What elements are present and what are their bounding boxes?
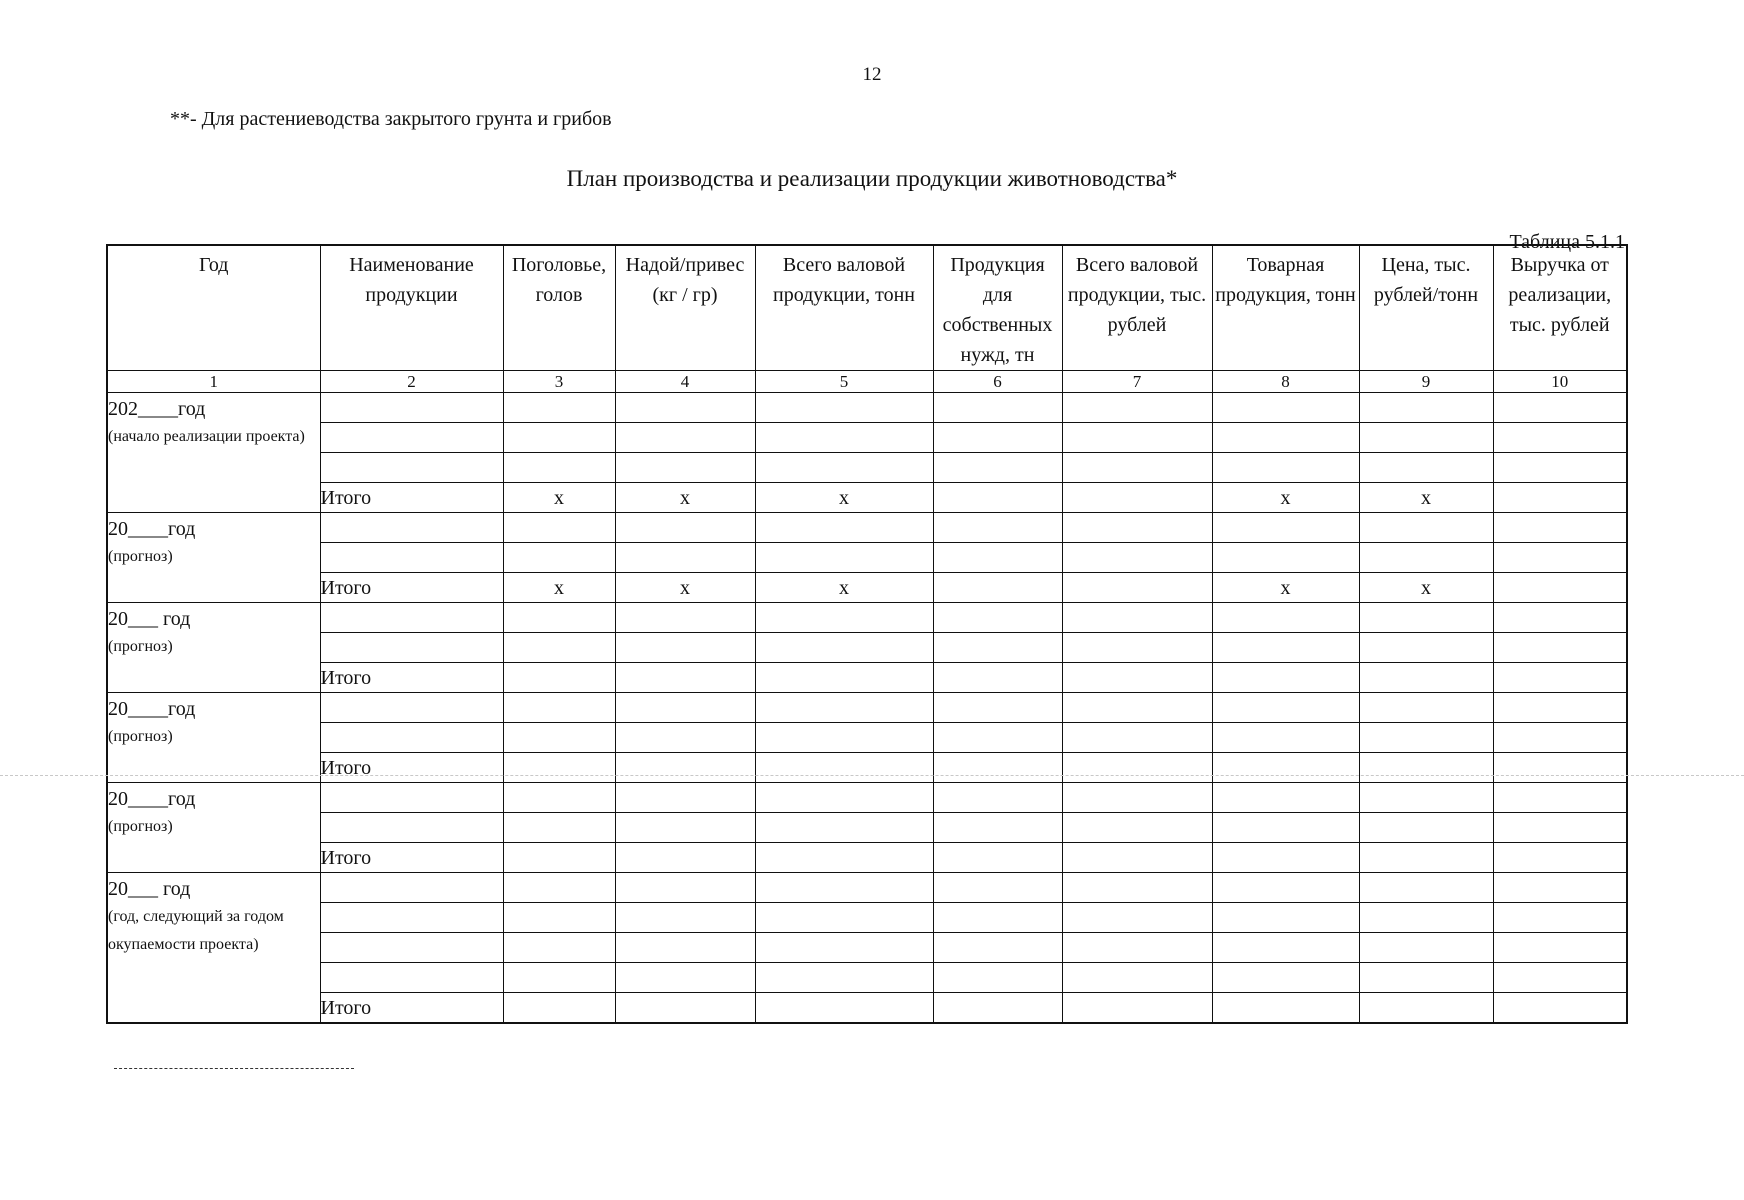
empty-cell [1212, 753, 1359, 783]
document-title: План производства и реализации продукции животноводства* [566, 166, 1178, 191]
column-number: 9 [1359, 371, 1493, 393]
empty-cell [755, 753, 933, 783]
empty-cell [755, 723, 933, 753]
column-number-row [107, 371, 1627, 393]
total-label: Итого [320, 753, 503, 783]
column-number: 6 [933, 371, 1062, 393]
header-revenue: Выручка от реализации, тыс. рублей [1493, 245, 1627, 371]
empty-cell [1062, 423, 1212, 453]
empty-cell [1493, 843, 1627, 873]
empty-cell [615, 423, 755, 453]
empty-cell [320, 873, 503, 903]
empty-cell [615, 543, 755, 573]
year-label: 202____год [108, 398, 206, 420]
table-row [107, 903, 1627, 933]
empty-cell [933, 723, 1062, 753]
empty-cell [933, 813, 1062, 843]
empty-cell [503, 723, 615, 753]
total-label: Итого [320, 843, 503, 873]
empty-cell [320, 453, 503, 483]
empty-cell [1212, 633, 1359, 663]
empty-cell [933, 693, 1062, 723]
year-note: (прогноз) [108, 818, 173, 835]
year-note: (прогноз) [108, 548, 173, 565]
empty-cell [320, 543, 503, 573]
empty-cell [1359, 933, 1493, 963]
table-row [107, 633, 1627, 663]
empty-cell [1062, 603, 1212, 633]
year-label: 20____год [108, 698, 196, 720]
table-row-total [107, 993, 1627, 1024]
year-label: 20___ год [108, 608, 191, 630]
empty-cell [320, 513, 503, 543]
year-note: (прогноз) [108, 728, 173, 745]
empty-cell [1062, 393, 1212, 423]
not-applicable-mark: х [615, 573, 755, 603]
year-label: 20___ год [108, 878, 191, 900]
table-row [107, 723, 1627, 753]
table-row-total [107, 843, 1627, 873]
empty-cell [503, 603, 615, 633]
empty-cell [933, 993, 1062, 1024]
header-gross-tons: Всего валовой продукции, тонн [755, 245, 933, 371]
empty-cell [1212, 393, 1359, 423]
header-price: Цена, тыс. рублей/тонн [1359, 245, 1493, 371]
year-cell [107, 603, 320, 693]
empty-cell [1493, 693, 1627, 723]
total-label: Итого [320, 663, 503, 693]
empty-cell [1493, 453, 1627, 483]
empty-cell [755, 393, 933, 423]
year-label: 20____год [108, 788, 196, 810]
column-number: 2 [320, 371, 503, 393]
table-row [107, 453, 1627, 483]
empty-cell [615, 633, 755, 663]
empty-cell [1359, 723, 1493, 753]
not-applicable-mark: х [755, 483, 933, 513]
empty-cell [1493, 993, 1627, 1024]
empty-cell [320, 423, 503, 453]
empty-cell [1212, 513, 1359, 543]
empty-cell [1493, 483, 1627, 513]
empty-cell [320, 393, 503, 423]
empty-cell [503, 813, 615, 843]
empty-cell [933, 963, 1062, 993]
empty-cell [1493, 393, 1627, 423]
column-number: 8 [1212, 371, 1359, 393]
empty-cell [933, 873, 1062, 903]
year-label: 20____год [108, 518, 196, 540]
empty-cell [933, 513, 1062, 543]
empty-cell [1212, 993, 1359, 1024]
empty-cell [755, 903, 933, 933]
empty-cell [1062, 663, 1212, 693]
total-label: Итого [320, 573, 503, 603]
empty-cell [1062, 753, 1212, 783]
empty-cell [933, 843, 1062, 873]
total-label: Итого [320, 483, 503, 513]
column-number: 3 [503, 371, 615, 393]
empty-cell [1359, 543, 1493, 573]
empty-cell [1212, 453, 1359, 483]
empty-cell [1493, 933, 1627, 963]
empty-cell [1062, 993, 1212, 1024]
empty-cell [1493, 513, 1627, 543]
empty-cell [1493, 423, 1627, 453]
empty-cell [615, 453, 755, 483]
empty-cell [1493, 753, 1627, 783]
not-applicable-mark: х [503, 483, 615, 513]
empty-cell [1493, 963, 1627, 993]
empty-cell [1212, 813, 1359, 843]
table-row [107, 393, 1627, 423]
table-body [107, 393, 1627, 1024]
table-row [107, 813, 1627, 843]
empty-cell [755, 963, 933, 993]
empty-cell [933, 633, 1062, 663]
empty-cell [503, 453, 615, 483]
empty-cell [1212, 873, 1359, 903]
column-number: 5 [755, 371, 933, 393]
empty-cell [503, 993, 615, 1024]
empty-cell [1493, 603, 1627, 633]
empty-cell [1062, 933, 1212, 963]
footnote-top: **- Для растениеводства закрытого грунта и грибов [170, 108, 612, 130]
year-cell [107, 513, 320, 603]
header-own-needs: Продукция для собственных нужд, тн [933, 245, 1062, 371]
empty-cell [1493, 723, 1627, 753]
header-year: Год [107, 245, 320, 371]
empty-cell [1493, 543, 1627, 573]
empty-cell [755, 813, 933, 843]
empty-cell [1062, 543, 1212, 573]
empty-cell [1062, 573, 1212, 603]
empty-cell [615, 813, 755, 843]
empty-cell [933, 453, 1062, 483]
empty-cell [1359, 633, 1493, 663]
empty-cell [755, 993, 933, 1024]
empty-cell [933, 603, 1062, 633]
empty-cell [615, 603, 755, 633]
empty-cell [933, 393, 1062, 423]
empty-cell [503, 843, 615, 873]
empty-cell [615, 993, 755, 1024]
empty-cell [1359, 423, 1493, 453]
header-gross-rubles: Всего валовой продукции, тыс. рублей [1062, 245, 1212, 371]
column-number: 1 [107, 371, 320, 393]
empty-cell [1062, 963, 1212, 993]
empty-cell [755, 633, 933, 663]
empty-cell [503, 663, 615, 693]
empty-cell [1359, 873, 1493, 903]
empty-cell [755, 663, 933, 693]
empty-cell [320, 693, 503, 723]
table-label: Таблица 5.1.1 [1509, 231, 1625, 253]
empty-cell [755, 933, 933, 963]
empty-cell [503, 903, 615, 933]
empty-cell [503, 963, 615, 993]
page-number: 12 [862, 64, 882, 85]
table-row-total [107, 753, 1627, 783]
not-applicable-mark: х [1212, 483, 1359, 513]
empty-cell [503, 423, 615, 453]
table-row [107, 873, 1627, 903]
empty-cell [1359, 453, 1493, 483]
empty-cell [320, 603, 503, 633]
empty-cell [755, 873, 933, 903]
total-label: Итого [320, 993, 503, 1024]
header-product-name: Наименование продукции [320, 245, 503, 371]
empty-cell [615, 843, 755, 873]
empty-cell [503, 933, 615, 963]
empty-cell [320, 783, 503, 813]
empty-cell [1062, 783, 1212, 813]
empty-cell [320, 723, 503, 753]
empty-cell [320, 633, 503, 663]
empty-cell [1359, 663, 1493, 693]
empty-cell [503, 393, 615, 423]
empty-cell [1062, 513, 1212, 543]
not-applicable-mark: х [503, 573, 615, 603]
empty-cell [755, 513, 933, 543]
empty-cell [755, 603, 933, 633]
empty-cell [1062, 813, 1212, 843]
empty-cell [1212, 843, 1359, 873]
empty-cell [1212, 663, 1359, 693]
header-row [107, 245, 1627, 371]
table-row-total [107, 663, 1627, 693]
empty-cell [1212, 963, 1359, 993]
column-number: 10 [1493, 371, 1627, 393]
empty-cell [615, 513, 755, 543]
not-applicable-mark: х [755, 573, 933, 603]
empty-cell [615, 903, 755, 933]
header-commodity-tons: Товарная продукция, тонн [1212, 245, 1359, 371]
production-plan-table [106, 244, 1628, 1024]
empty-cell [615, 393, 755, 423]
table-row [107, 963, 1627, 993]
table-row [107, 693, 1627, 723]
empty-cell [320, 933, 503, 963]
empty-cell [1359, 993, 1493, 1024]
empty-cell [1493, 783, 1627, 813]
empty-cell [1062, 453, 1212, 483]
not-applicable-mark: х [1212, 573, 1359, 603]
empty-cell [1359, 513, 1493, 543]
table-row [107, 783, 1627, 813]
empty-cell [320, 963, 503, 993]
empty-cell [1062, 723, 1212, 753]
empty-cell [1493, 813, 1627, 843]
empty-cell [933, 663, 1062, 693]
empty-cell [1493, 873, 1627, 903]
year-note: (прогноз) [108, 638, 173, 655]
empty-cell [1493, 663, 1627, 693]
empty-cell [1062, 903, 1212, 933]
empty-cell [1212, 603, 1359, 633]
empty-cell [615, 663, 755, 693]
empty-cell [1359, 903, 1493, 933]
not-applicable-mark: х [1359, 483, 1493, 513]
empty-cell [1212, 423, 1359, 453]
empty-cell [755, 543, 933, 573]
empty-cell [1062, 843, 1212, 873]
empty-cell [615, 753, 755, 783]
empty-cell [503, 513, 615, 543]
column-number: 7 [1062, 371, 1212, 393]
empty-cell [1359, 813, 1493, 843]
header-livestock: Поголовье, голов [503, 245, 615, 371]
empty-cell [933, 903, 1062, 933]
empty-cell [320, 903, 503, 933]
empty-cell [1062, 483, 1212, 513]
empty-cell [615, 723, 755, 753]
scan-artifact-line [0, 775, 1744, 776]
empty-cell [933, 573, 1062, 603]
empty-cell [503, 543, 615, 573]
empty-cell [1062, 693, 1212, 723]
empty-cell [1359, 603, 1493, 633]
empty-cell [933, 753, 1062, 783]
year-cell [107, 873, 320, 1024]
header-yield: Надой/привес (кг / гр) [615, 245, 755, 371]
empty-cell [755, 843, 933, 873]
empty-cell [755, 783, 933, 813]
empty-cell [615, 963, 755, 993]
empty-cell [503, 783, 615, 813]
not-applicable-mark: х [615, 483, 755, 513]
table-row [107, 933, 1627, 963]
year-cell [107, 693, 320, 783]
year-note: (начало реализации проекта) [108, 428, 305, 445]
empty-cell [1493, 633, 1627, 663]
empty-cell [1212, 543, 1359, 573]
empty-cell [1212, 723, 1359, 753]
empty-cell [755, 693, 933, 723]
column-number: 4 [615, 371, 755, 393]
empty-cell [615, 783, 755, 813]
empty-cell [1359, 693, 1493, 723]
empty-cell [933, 423, 1062, 453]
empty-cell [755, 423, 933, 453]
table-row-total [107, 483, 1627, 513]
empty-cell [1359, 843, 1493, 873]
empty-cell [615, 873, 755, 903]
empty-cell [1493, 903, 1627, 933]
empty-cell [615, 933, 755, 963]
not-applicable-mark: х [1359, 573, 1493, 603]
empty-cell [933, 783, 1062, 813]
table-row-total [107, 573, 1627, 603]
empty-cell [503, 873, 615, 903]
table-row [107, 423, 1627, 453]
empty-cell [503, 753, 615, 783]
empty-cell [1062, 633, 1212, 663]
empty-cell [1212, 693, 1359, 723]
empty-cell [1212, 783, 1359, 813]
empty-cell [1359, 393, 1493, 423]
empty-cell [320, 813, 503, 843]
table-row [107, 513, 1627, 543]
empty-cell [1212, 903, 1359, 933]
empty-cell [1062, 873, 1212, 903]
empty-cell [1493, 573, 1627, 603]
year-cell [107, 783, 320, 873]
empty-cell [503, 633, 615, 663]
year-cell [107, 393, 320, 513]
empty-cell [933, 543, 1062, 573]
table-row [107, 543, 1627, 573]
empty-cell [1359, 963, 1493, 993]
empty-cell [933, 933, 1062, 963]
empty-cell [1359, 753, 1493, 783]
empty-cell [503, 693, 615, 723]
table-row [107, 603, 1627, 633]
empty-cell [933, 483, 1062, 513]
empty-cell [1359, 783, 1493, 813]
empty-cell [1212, 933, 1359, 963]
year-note: (год, следующий за годом окупаемости проекта) [108, 908, 284, 953]
empty-cell [755, 453, 933, 483]
empty-cell [615, 693, 755, 723]
footnote-divider [114, 1068, 354, 1069]
